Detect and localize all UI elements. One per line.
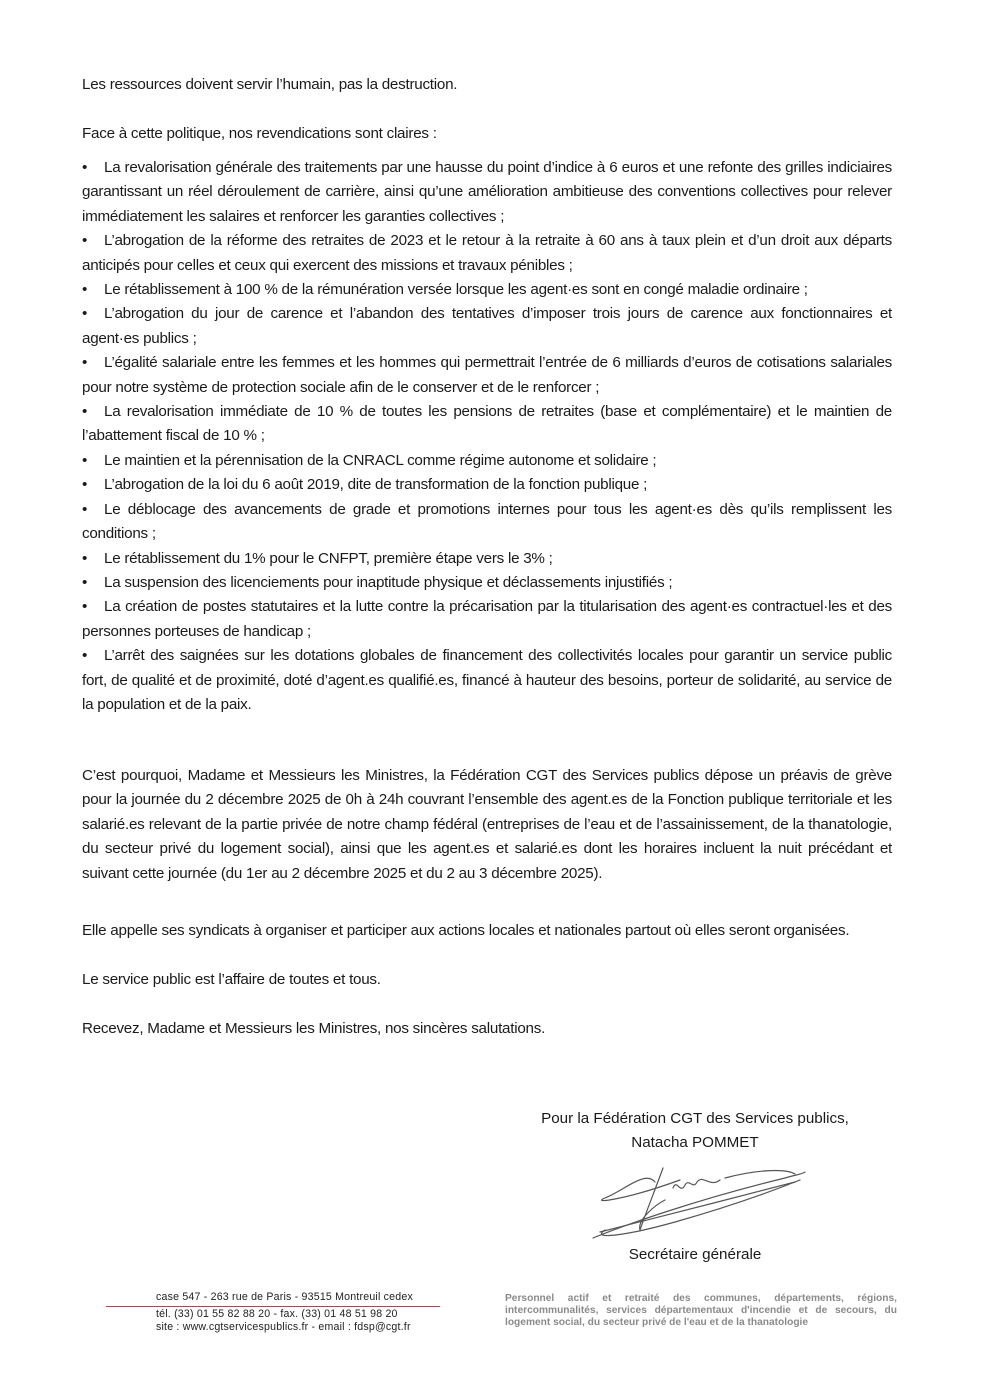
signatory-title: Secrétaire générale <box>628 1246 762 1263</box>
footer-scope: Personnel actif et retraité des communes, départements, régions, intercommunalités, services départementaux d'incendie et de secours, du logement social, du secteur privé de l'eau et de la thanatologie <box>505 1293 897 1329</box>
demand-item: • L’abrogation de la réforme des retraites de 2023 et le retour à la retraite à 60 ans à taux plein et d’un droit aux départs anticipés pour celles et ceux qui exercent des missions et travaux pénibles ; <box>82 229 892 278</box>
bullet-icon: • <box>82 500 88 518</box>
bullet-icon: • <box>82 354 88 372</box>
demand-item: • L’égalité salariale entre les femmes et les hommes qui permettrait l’entrée de 6 milliards d’euros de cotisations salariales pour notre système de protection sociale afin de le conserver et de le renforcer ; <box>82 351 892 400</box>
demand-item: • Le déblocage des avancements de grade et promotions internes pour tous les agent·es dès qu’ils remplissent les conditions ; <box>82 498 892 547</box>
demand-item: • La revalorisation immédiate de 10 % de toutes les pensions de retraites (base et complémentaire) et le maintien de l’abattement fiscal de 10 % ; <box>82 400 892 449</box>
bullet-icon: • <box>82 232 88 250</box>
bullet-icon: • <box>82 476 88 494</box>
handwritten-signature-icon <box>585 1160 810 1245</box>
demand-item: • L’arrêt des saignées sur les dotations globales de financement des collectivités locales pour garantir un service public fort, de qualité et de proximité, doté d’agent.es qualifié.es, financé à hauteur des besoins, porteur de solidarité, au service de la population et de la paix. <box>82 644 892 717</box>
closing-salutation: Recevez, Madame et Messieurs les Ministres, nos sincères salutations. <box>82 1020 546 1037</box>
footer-address: case 547 - 263 rue de Paris - 93515 Montreuil cedex <box>156 1291 413 1303</box>
demand-item: • Le rétablissement à 100 % de la rémunération versée lorsque les agent·es sont en congé maladie ordinaire ; <box>82 278 892 302</box>
demand-item: • Le maintien et la pérennisation de la CNRACL comme régime autonome et solidaire ; <box>82 449 892 473</box>
demand-item: • La suspension des licenciements pour inaptitude physique et déclassements injustifiés ; <box>82 571 892 595</box>
signatory-name: Natacha POMMET <box>631 1134 759 1151</box>
bullet-icon: • <box>82 573 88 591</box>
call-to-action: Elle appelle ses syndicats à organiser et participer aux actions locales et nationales partout où elles seront organisées. <box>82 922 850 939</box>
bullet-icon: • <box>82 549 88 567</box>
bullet-icon: • <box>82 159 88 176</box>
footer-divider <box>106 1306 440 1307</box>
strike-notice-paragraph: C’est pourquoi, Madame et Messieurs les Ministres, la Fédération CGT des Services publics dépose un préavis de grève pour la journée du 2 décembre 2025 de 0h à 24h couvrant l’ensemble des agent.es de la Fonction publique territoriale et les salarié.es relevant de la partie privée de notre champ fédéral (entreprises de l’eau et de l’assainissement, de la thanatologie, du secteur privé du logement social), ainsi que les agent.es et salarié.es dont les horaires incluent la nuit précédant et suivant cette journée (du 1er au 2 décembre 2025 et du 2 au 3 décembre 2025). <box>82 767 892 882</box>
bullet-icon: • <box>82 305 88 323</box>
signature-org-line: Pour la Fédération CGT des Services publics, <box>541 1110 849 1127</box>
intro-line: Les ressources doivent servir l’humain, pas la destruction. <box>82 76 458 93</box>
bullet-icon: • <box>82 598 88 616</box>
demand-item: • La création de postes statutaires et la lutte contre la précarisation par la titularisation des agent·es contractuel·les et des personnes porteuses de handicap ; <box>82 595 892 644</box>
intro-demands-heading: Face à cette politique, nos revendications sont claires : <box>82 125 437 142</box>
footer-contact <box>156 1291 413 1333</box>
demand-item: • La revalorisation générale des traitements par une hausse du point d’indice à 6 euros et une refonte des grilles indiciaires garantissant un réel déroulement de carrière, ainsi qu’une amélioration ambitieuse des conventions collectives pour relever immédiatement les salaires et renforcer les garanties collectives ; <box>82 156 892 229</box>
demand-item: • L’abrogation de la loi du 6 août 2019, dite de transformation de la fonction publique ; <box>82 473 892 497</box>
public-service-statement: Le service public est l’affaire de toutes et tous. <box>82 971 381 988</box>
bullet-icon: • <box>82 451 88 469</box>
bullet-icon: • <box>82 281 88 299</box>
demand-item: • Le rétablissement du 1% pour le CNFPT, première étape vers le 3% ; <box>82 547 892 571</box>
footer-web-email: site : www.cgtservicespublics.fr - email : fdsp@cgt.fr <box>156 1320 411 1333</box>
demand-item: • L’abrogation du jour de carence et l’abandon des tentatives d’imposer trois jours de carence aux fonctionnaires et agent·es publics ; <box>82 302 892 351</box>
demands-list <box>82 156 892 717</box>
bullet-icon: • <box>82 403 88 421</box>
footer-phone-fax: tél. (33) 01 55 82 88 20 - fax. (33) 01 48 51 98 20 <box>156 1308 398 1321</box>
bullet-icon: • <box>82 647 88 665</box>
